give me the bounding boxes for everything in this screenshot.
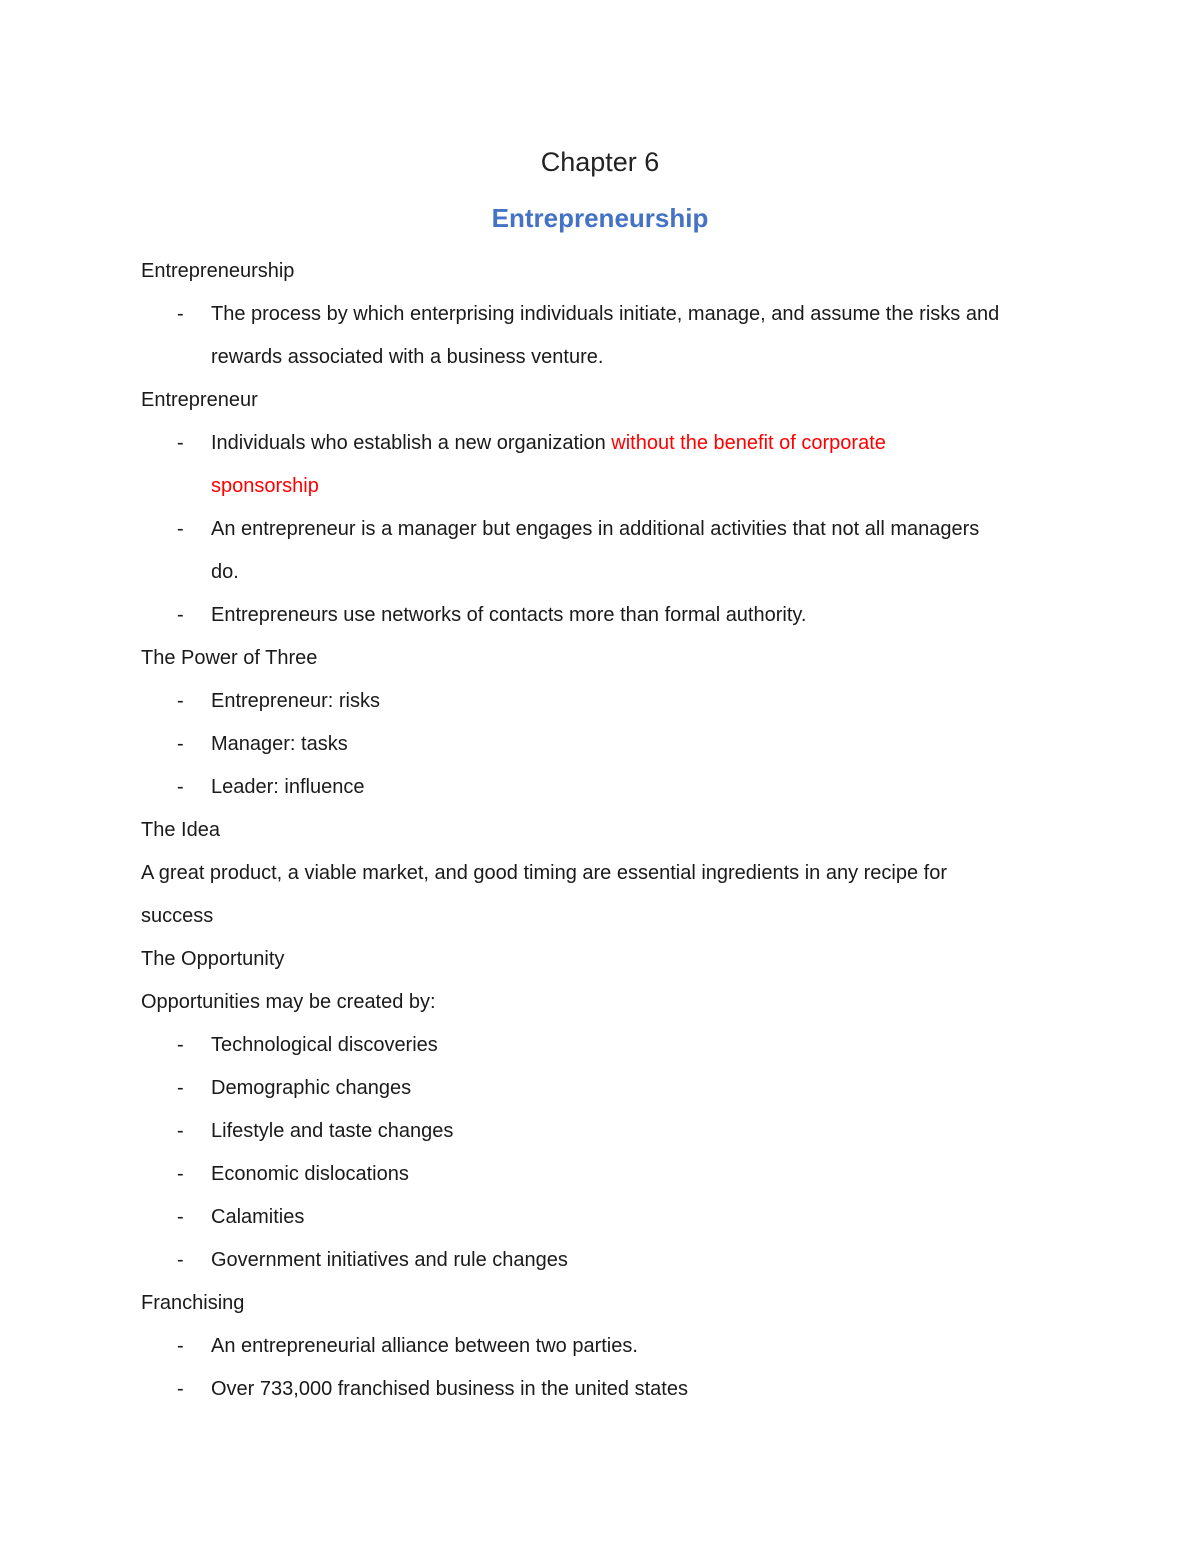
bullet-text: Leader: influence	[211, 776, 365, 798]
bullet-dash: -	[177, 1034, 184, 1056]
heading-franchising: Franchising	[141, 1292, 245, 1314]
bullet-text: Demographic changes	[211, 1077, 412, 1099]
bullet-dash: -	[177, 432, 184, 454]
highlighted-text: without the benefit of corporate	[611, 432, 886, 454]
heading-the-idea: The Idea	[141, 819, 220, 841]
document-body	[141, 250, 1071, 1411]
bullet-dash: -	[177, 1077, 184, 1099]
bullet-dash: -	[177, 1163, 184, 1185]
bullet-dash: -	[177, 1378, 184, 1400]
bullet-dash: -	[177, 690, 184, 712]
bullet-dash: -	[177, 1249, 184, 1271]
bullet-text: Over 733,000 franchised business in the united states	[211, 1378, 688, 1400]
bullet-text: Manager: tasks	[211, 733, 348, 755]
bullet-text: Calamities	[211, 1206, 305, 1228]
bullet-dash: -	[177, 518, 184, 540]
heading-entrepreneurship: Entrepreneurship	[141, 260, 295, 282]
bullet-text: Government initiatives and rule changes	[211, 1249, 568, 1271]
bullet-dash: -	[177, 1335, 184, 1357]
bullet-text: An entrepreneurial alliance between two parties.	[211, 1335, 638, 1357]
paragraph-text: A great product, a viable market, and good timing are essential ingredients in any recipe for	[141, 862, 948, 884]
bullet-item	[141, 680, 1071, 723]
bullet-dash: -	[177, 604, 184, 626]
bullet-text: Technological discoveries	[211, 1034, 438, 1056]
bullet-dash: -	[177, 776, 184, 798]
bullet-dash: -	[177, 1206, 184, 1228]
chapter-title: Chapter 6	[540, 147, 660, 177]
bullet-dash: -	[177, 733, 184, 755]
bullet-item	[141, 1368, 1071, 1411]
bullet-item	[141, 1024, 1071, 1067]
heading-the-opportunity: The Opportunity	[141, 948, 285, 970]
bullet-item	[141, 1239, 1071, 1282]
heading-entrepreneur: Entrepreneur	[141, 389, 258, 411]
bullet-text: Lifestyle and taste changes	[211, 1120, 454, 1142]
bullet-dash: -	[177, 1120, 184, 1142]
bullet-text: Individuals who establish a new organization	[211, 432, 612, 454]
bullet-item	[141, 1153, 1071, 1196]
bullet-item	[141, 1325, 1071, 1368]
bullet-continuation: rewards associated with a business venture.	[211, 346, 604, 368]
paragraph-text: Opportunities may be created by:	[141, 991, 436, 1013]
paragraph-text: success	[141, 905, 214, 927]
bullet-text: Entrepreneur: risks	[211, 690, 380, 712]
bullet-item	[141, 1067, 1071, 1110]
bullet-item	[141, 508, 1071, 551]
bullet-dash: -	[177, 303, 184, 325]
bullet-continuation: do.	[211, 561, 239, 583]
bullet-text: The process by which enterprising individuals initiate, manage, and assume the risks and	[211, 303, 1000, 325]
bullet-item	[141, 293, 1071, 336]
bullet-item	[141, 1110, 1071, 1153]
bullet-item	[141, 766, 1071, 809]
bullet-text: An entrepreneur is a manager but engages in additional activities that not all managers	[211, 518, 980, 540]
bullet-text: Entrepreneurs use networks of contacts more than formal authority.	[211, 604, 807, 626]
bullet-item	[141, 422, 1071, 465]
bullet-item	[141, 594, 1071, 637]
section-title: Entrepreneurship	[491, 203, 709, 233]
highlighted-continuation: sponsorship	[211, 475, 319, 497]
bullet-text: Economic dislocations	[211, 1163, 409, 1185]
bullet-item	[141, 723, 1071, 766]
heading-power-of-three: The Power of Three	[141, 647, 318, 669]
bullet-item	[141, 1196, 1071, 1239]
